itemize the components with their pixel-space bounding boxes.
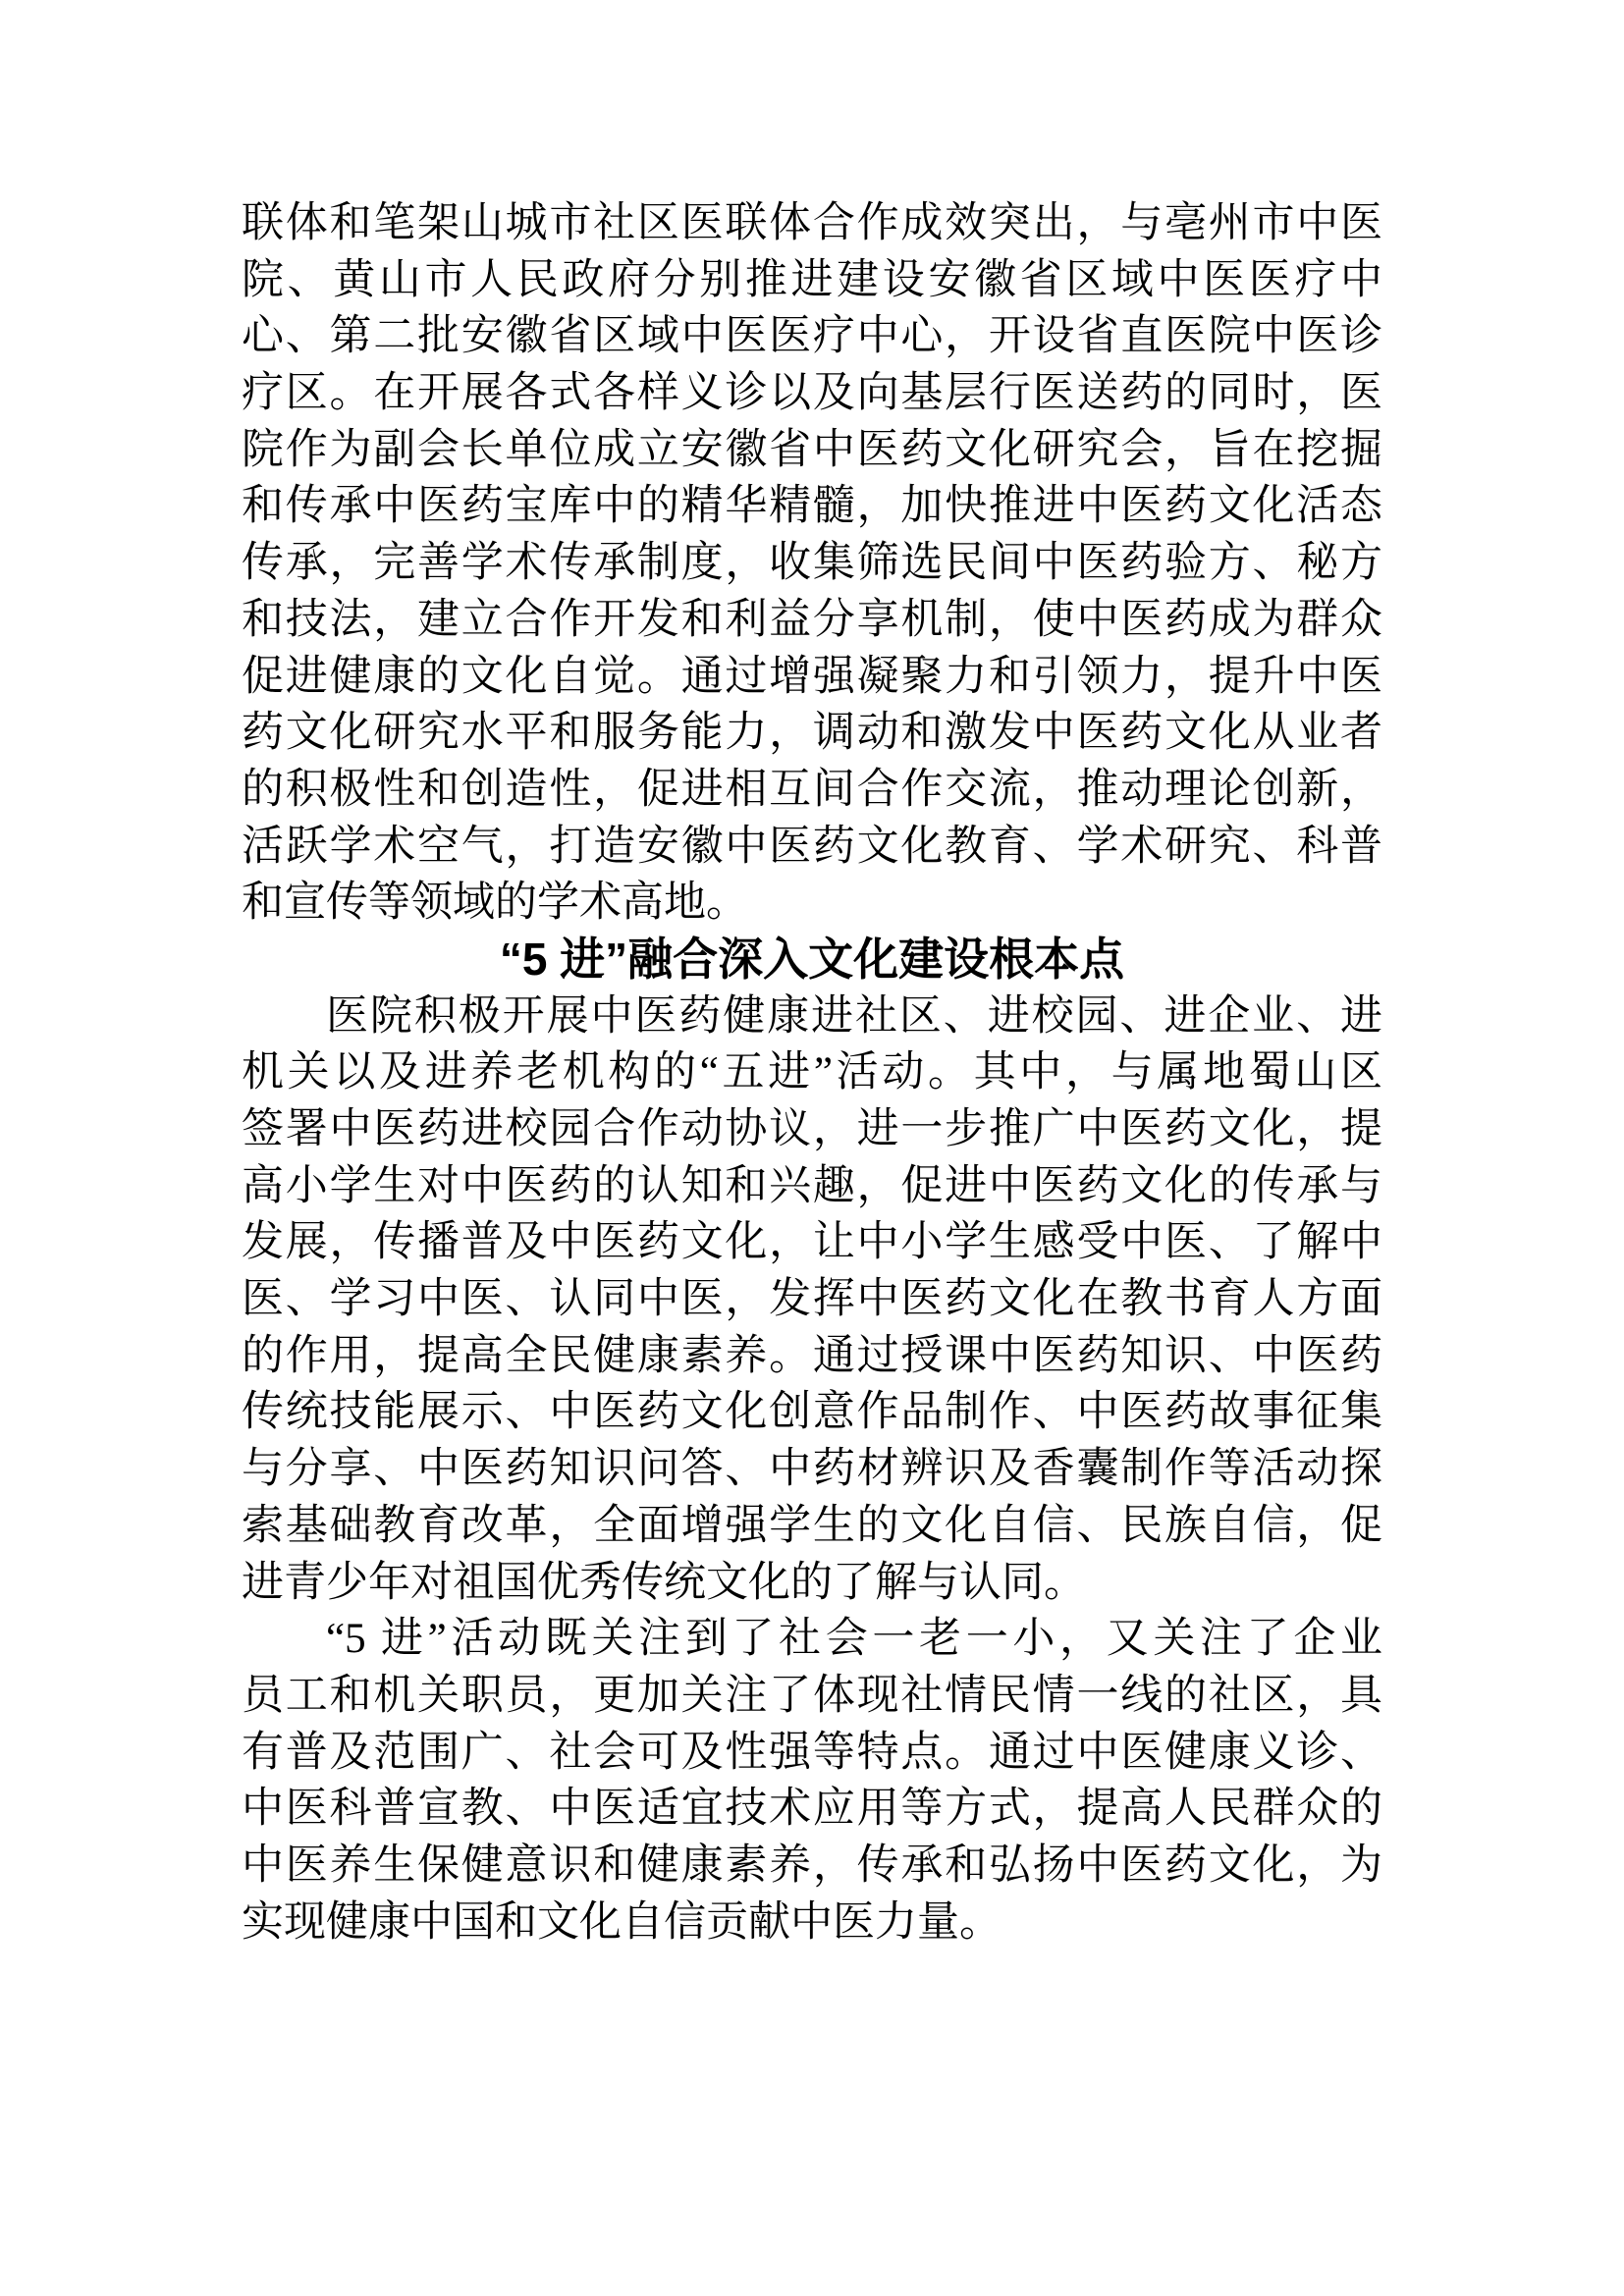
document-text-block xyxy=(242,195,1382,1950)
text-line: 实现健康中国和文化自信贡献中医力量。 xyxy=(242,1898,1001,1946)
text-line: 传承，完善学术传承制度，收集筛选民间中医药验方、秘方 xyxy=(242,540,1382,587)
text-line: 员工和机关职员，更加关注了体现社情民情一线的社区，具 xyxy=(242,1672,1382,1719)
text-line: 院作为副会长单位成立安徽省中医药文化研究会，旨在挖掘 xyxy=(242,426,1382,473)
text-line: 发展，传播普及中医药文化，让中小学生感受中医、了解中 xyxy=(242,1219,1382,1266)
text-line: 的作用，提高全民健康素养。通过授课中医药知识、中医药 xyxy=(242,1332,1382,1379)
text-line: 活跃学术空气，打造安徽中医药文化教育、学术研究、科普 xyxy=(242,823,1382,870)
text-line: 进青少年对祖国优秀传统文化的了解与认同。 xyxy=(242,1559,1086,1606)
text-line: 和宣传等领域的学术高地。 xyxy=(242,880,748,927)
paragraph xyxy=(242,1611,1382,1950)
text-line: 与分享、中医药知识问答、中药材辨识及香囊制作等活动探 xyxy=(242,1446,1382,1493)
text-line: 索基础教育改革，全面增强学生的文化自信、民族自信，促 xyxy=(242,1502,1382,1549)
text-line: 签署中医药进校园合作动协议，进一步推广中医药文化，提 xyxy=(242,1106,1382,1152)
text-line: 疗区。在开展各式各样义诊以及向基层行医送药的同时，医 xyxy=(242,370,1382,417)
text-line: 中医养生保健意识和健康素养，传承和弘扬中医药文化，为 xyxy=(242,1842,1382,1889)
text-line: 心、第二批安徽省区域中医医疗中心，开设省直医院中医诊 xyxy=(242,313,1382,360)
paragraph xyxy=(242,988,1382,1612)
text-line: 医、学习中医、认同中医，发挥中医药文化在教书育人方面 xyxy=(242,1276,1382,1323)
text-line: “5 进”活动既关注到了社会一老一小，又关注了企业 xyxy=(326,1616,1382,1663)
text-line: 中医科普宣教、中医适宜技术应用等方式，提高人民群众的 xyxy=(242,1786,1382,1833)
text-line: 的积极性和创造性，促进相互间合作交流，推动理论创新， xyxy=(242,766,1382,813)
text-line: 药文化研究水平和服务能力，调动和激发中医药文化从业者 xyxy=(242,710,1382,757)
text-line: 传统技能展示、中医药文化创意作品制作、中医药故事征集 xyxy=(242,1389,1382,1436)
text-line: 和技法，建立合作开发和利益分享机制，使中医药成为群众 xyxy=(242,596,1382,643)
text-line: 机关以及进养老机构的“五进”活动。其中，与属地蜀山区 xyxy=(242,1049,1382,1096)
text-line: 高小学生对中医药的认知和兴趣，促进中医药文化的传承与 xyxy=(242,1162,1382,1209)
paragraph-continuation xyxy=(242,195,1382,932)
text-line: 联体和笔架山城市社区医联体合作成效突出，与亳州市中医 xyxy=(242,200,1382,246)
text-line: 医院积极开展中医药健康进社区、进校园、进企业、进 xyxy=(326,992,1382,1040)
text-line: 和传承中医药宝库中的精华精髓，加快推进中医药文化活态 xyxy=(242,483,1382,530)
section-heading: “5 进”融合深入文化建设根本点 xyxy=(499,933,1125,985)
text-line: 院、黄山市人民政府分别推进建设安徽省区域中医医疗中 xyxy=(242,256,1382,303)
text-line: 促进健康的文化自觉。通过增强凝聚力和引领力，提升中医 xyxy=(242,653,1382,700)
text-line: 有普及范围广、社会可及性强等特点。通过中医健康义诊、 xyxy=(242,1729,1382,1776)
